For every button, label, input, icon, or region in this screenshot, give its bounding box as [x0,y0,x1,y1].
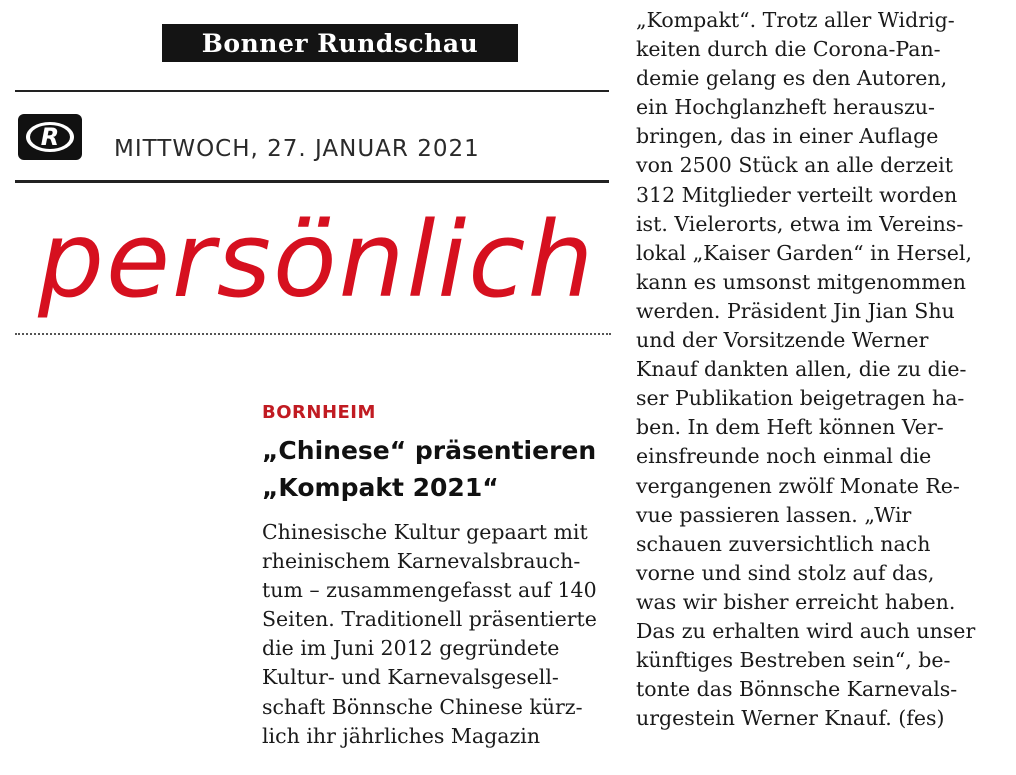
text-line: die im Juni 2012 gegründete [262,636,560,661]
text-line: und der Vorsitzende Werner [636,328,929,353]
text-line: tonte das Bönnsche Karnevals- [636,677,958,702]
text-line: rheinischem Karnevalsbrauch- [262,549,581,574]
text-line: schauen zuversichtlich nach [636,531,931,556]
text-line: künftiges Bestreben sein“, be- [636,648,951,673]
text-line: einsfreunde noch einmal die [636,444,932,469]
text-line: vorne und sind stolz auf das, [636,560,935,585]
headline-line: „Kompakt 2021“ [262,473,499,502]
text-line: lokal „Kaiser Garden“ in Hersel, [636,240,972,265]
masthead-name: Bonner Rundschau [201,28,479,58]
logo-letter: R [40,123,60,151]
headline-line: „Chinese“ präsentieren [262,436,597,465]
article-kicker: BORNHEIM [262,402,376,423]
article-headline [262,432,612,506]
text-line: Knauf dankten allen, die zu die- [636,357,967,382]
rundschau-logo-icon [18,114,82,160]
text-line: demie gelang es den Autoren, [636,66,948,91]
text-line: Seiten. Traditionell präsentierte [262,607,597,632]
text-line: bringen, das in einer Auflage [636,124,939,149]
text-line: tum – zusammengefasst auf 140 [262,578,597,603]
text-line: Kultur- und Karnevalsgesell- [262,665,559,690]
text-line: schaft Bönnsche Chinese kürz- [262,694,583,719]
newspaper-masthead [162,24,518,62]
article-column-2 [636,6,1006,733]
text-line: 312 Mitglieder verteilt worden [636,182,958,207]
text-line: „Kompakt“. Trotz aller Widrig- [636,8,955,32]
header-rule [15,180,609,183]
section-title-text: persönlich [38,199,596,321]
dotted-divider [15,333,611,335]
text-line: von 2500 Stück an alle derzeit [636,153,953,178]
text-line: vergangenen zwölf Monate Re- [636,473,960,498]
text-line: ben. In dem Heft können Ver- [636,415,944,440]
top-rule [15,90,609,92]
text-line: Das zu erhalten wird auch unser [636,618,976,643]
dateline: MITTWOCH, 27. JANUAR 2021 [114,136,480,162]
text-line: was wir bisher erreicht haben. [636,589,956,614]
text-line: keiten durch die Corona-Pan- [636,37,941,62]
text-line: Chinesische Kultur gepaart mit [262,520,588,544]
text-line: lich ihr jährliches Magazin [262,723,541,748]
text-line: ein Hochglanzheft herauszu- [636,95,935,120]
article-column-1 [262,518,622,751]
text-line: ser Publikation beigetragen ha- [636,386,965,411]
section-title [32,196,612,336]
text-line: ist. Vielerorts, etwa im Vereins- [636,211,964,236]
text-line: urgestein Werner Knauf. (fes) [636,706,945,731]
text-line: kann es umsonst mitgenommen [636,269,966,294]
text-line: vue passieren lassen. „Wir [636,502,912,527]
text-line: werden. Präsident Jin Jian Shu [636,298,955,323]
